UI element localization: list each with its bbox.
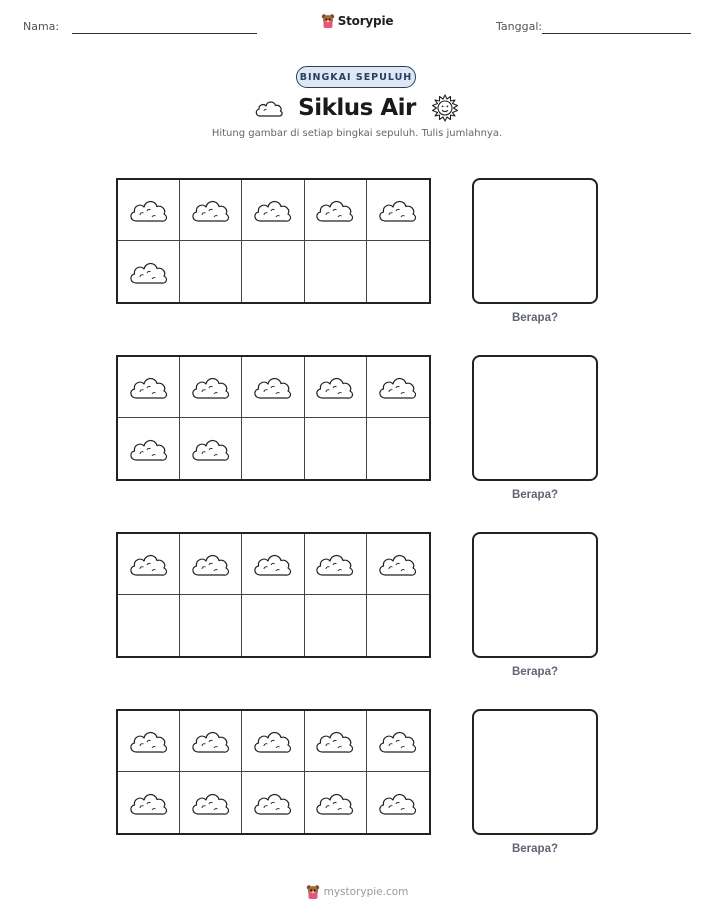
date-label: Tanggal:	[496, 20, 543, 33]
frame-cell	[305, 595, 367, 656]
cloud-icon	[189, 787, 233, 819]
frame-cell	[118, 241, 180, 302]
frame-cell	[367, 418, 429, 479]
worksheet-type-badge: BINGKAI SEPULUH	[296, 66, 416, 88]
cloud-icon	[189, 433, 233, 465]
frame-cell	[180, 711, 242, 772]
frame-cell	[367, 241, 429, 302]
answer-box[interactable]	[472, 178, 598, 304]
frame-cell	[367, 711, 429, 772]
frame-cell	[118, 534, 180, 595]
brand-name: Storypie	[337, 14, 394, 28]
instructions: Hitung gambar di setiap bingkai sepuluh. Tulis jumlahnya.	[211, 128, 503, 139]
cloud-icon	[127, 548, 171, 580]
answer-box[interactable]	[472, 532, 598, 658]
cloud-icon	[376, 548, 420, 580]
cloud-icon	[376, 371, 420, 403]
cloud-icon	[127, 433, 171, 465]
cloud-icon	[254, 97, 284, 119]
frame-cell	[242, 180, 304, 241]
cloud-icon	[127, 725, 171, 757]
frame-cell	[305, 418, 367, 479]
cloud-icon	[189, 371, 233, 403]
sun-icon	[430, 93, 460, 123]
frame-cell	[180, 772, 242, 833]
frame-cell	[305, 534, 367, 595]
frame-cell	[242, 772, 304, 833]
frame-cell	[242, 357, 304, 418]
frame-cell	[367, 357, 429, 418]
ten-frame-2	[116, 355, 431, 481]
answer-box[interactable]	[472, 355, 598, 481]
frame-cell	[242, 711, 304, 772]
brand-logo	[0, 13, 714, 29]
cloud-icon	[251, 371, 295, 403]
answer-label: Berapa?	[511, 489, 559, 501]
frame-cell	[305, 180, 367, 241]
ten-frame-3	[116, 532, 431, 658]
frame-cell	[305, 772, 367, 833]
cloud-icon	[127, 194, 171, 226]
title-row	[0, 90, 714, 126]
footer-url[interactable]: mystorypie.com	[323, 886, 409, 898]
frame-cell	[180, 180, 242, 241]
cloud-icon	[189, 194, 233, 226]
frame-cell	[367, 772, 429, 833]
frame-cell	[180, 357, 242, 418]
storypie-bear-icon	[321, 13, 335, 29]
cloud-icon	[251, 787, 295, 819]
cloud-icon	[313, 725, 357, 757]
name-line[interactable]	[72, 33, 257, 34]
frame-cell	[180, 595, 242, 656]
frame-cell	[305, 711, 367, 772]
answer-label: Berapa?	[511, 312, 559, 324]
cloud-icon	[127, 371, 171, 403]
cloud-icon	[189, 548, 233, 580]
storypie-bear-icon	[306, 884, 320, 900]
cloud-icon	[313, 548, 357, 580]
frame-cell	[118, 772, 180, 833]
answer-label: Berapa?	[511, 666, 559, 678]
page-title: Siklus Air	[298, 95, 416, 121]
frame-cell	[118, 595, 180, 656]
cloud-icon	[251, 194, 295, 226]
cloud-icon	[251, 725, 295, 757]
footer	[0, 884, 714, 900]
cloud-icon	[313, 194, 357, 226]
answer-box[interactable]	[472, 709, 598, 835]
cloud-icon	[189, 725, 233, 757]
frame-cell	[118, 357, 180, 418]
frame-cell	[118, 418, 180, 479]
ten-frame-1	[116, 178, 431, 304]
cloud-icon	[376, 725, 420, 757]
cloud-icon	[127, 256, 171, 288]
frame-cell	[367, 595, 429, 656]
date-line[interactable]	[542, 33, 691, 34]
frame-cell	[180, 534, 242, 595]
cloud-icon	[376, 194, 420, 226]
cloud-icon	[251, 548, 295, 580]
answer-label: Berapa?	[511, 843, 559, 855]
frame-cell	[180, 418, 242, 479]
cloud-icon	[313, 371, 357, 403]
cloud-icon	[313, 787, 357, 819]
frame-cell	[242, 418, 304, 479]
frame-cell	[242, 534, 304, 595]
frame-cell	[367, 180, 429, 241]
frame-cell	[180, 241, 242, 302]
ten-frame-4	[116, 709, 431, 835]
frame-cell	[305, 357, 367, 418]
cloud-icon	[127, 787, 171, 819]
frame-cell	[118, 180, 180, 241]
cloud-icon	[376, 787, 420, 819]
frame-cell	[242, 241, 304, 302]
frame-cell	[242, 595, 304, 656]
name-label: Nama:	[23, 20, 60, 33]
frame-cell	[367, 534, 429, 595]
frame-cell	[305, 241, 367, 302]
frame-cell	[118, 711, 180, 772]
